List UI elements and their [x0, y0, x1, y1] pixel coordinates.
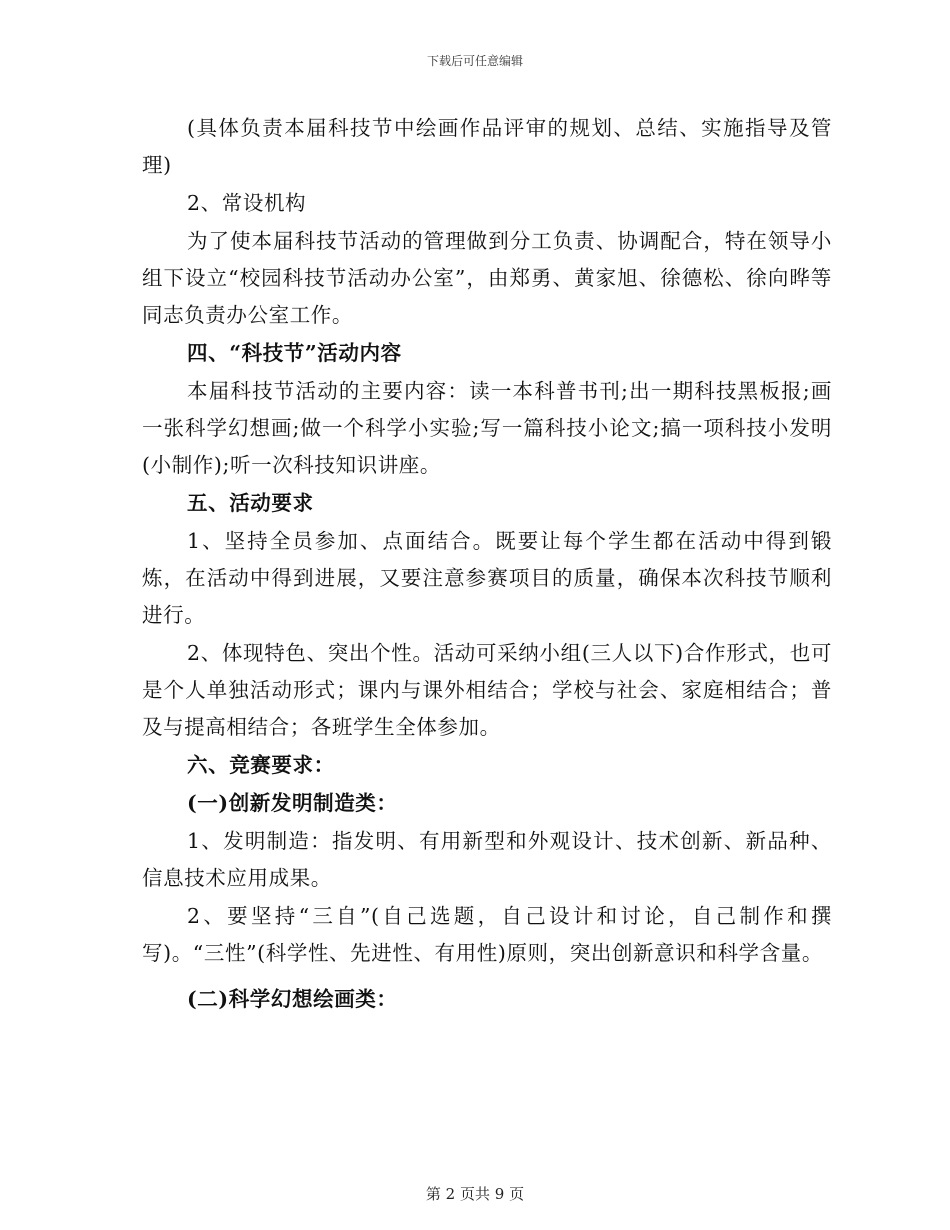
page-footer: 第 2 页共 9 页 [425, 1185, 525, 1203]
heading-fantasy-painting-category: (二)科学幻想绘画类： [187, 987, 398, 1011]
page-header: 下载后可任意编辑 [426, 54, 523, 68]
heading-invention-category: (一)创新发明制造类： [187, 791, 398, 815]
paragraph-standing-body-title: 2、常设机构 [187, 191, 307, 215]
document-body [142, 110, 832, 1018]
paragraph-office-setup: 为了使本届科技节活动的管理做到分工负责、协调配合，特在领导小组下设立“校园科技节活动办公室”，由郑勇、黄家旭、徐德松、徐向晔等同志负责办公室工作。 [142, 229, 832, 327]
heading-activity-content: 四、“科技节”活动内容 [187, 341, 402, 365]
paragraph-activity-content: 本届科技节活动的主要内容：读一本科普书刊;出一期科技黑板报;画一张科学幻想画;做一个科学小实验;写一篇科技小论文;搞一项科技小发明(小制作);听一次科技知识讲座。 [142, 379, 832, 477]
paragraph-responsibility: (具体负责本届科技节中绘画作品评审的规划、总结、实施指导及管理) [142, 116, 832, 177]
paragraph-invention-1: 1、发明制造：指发明、有用新型和外观设计、技术创新、新品种、信息技术应用成果。 [142, 829, 832, 890]
heading-competition-requirements: 六、竞赛要求： [187, 753, 335, 777]
paragraph-requirement-1: 1、坚持全员参加、点面结合。既要让每个学生都在活动中得到锻炼，在活动中得到进展，又要注意参赛项目的质量，确保本次科技节顺利进行。 [142, 529, 832, 627]
paragraph-requirement-2: 2、体现特色、突出个性。活动可采纳小组(三人以下)合作形式，也可是个人单独活动形式；课内与课外相结合；学校与社会、家庭相结合；普及与提高相结合；各班学生全体参加。 [142, 641, 832, 739]
paragraph-invention-2: 2、要坚持“三自”(自己选题，自己设计和讨论，自己制作和撰写)。“三性”(科学性、先进性、有用性)原则，突出创新意识和科学含量。 [142, 904, 832, 965]
heading-activity-requirements: 五、活动要求 [187, 491, 314, 515]
